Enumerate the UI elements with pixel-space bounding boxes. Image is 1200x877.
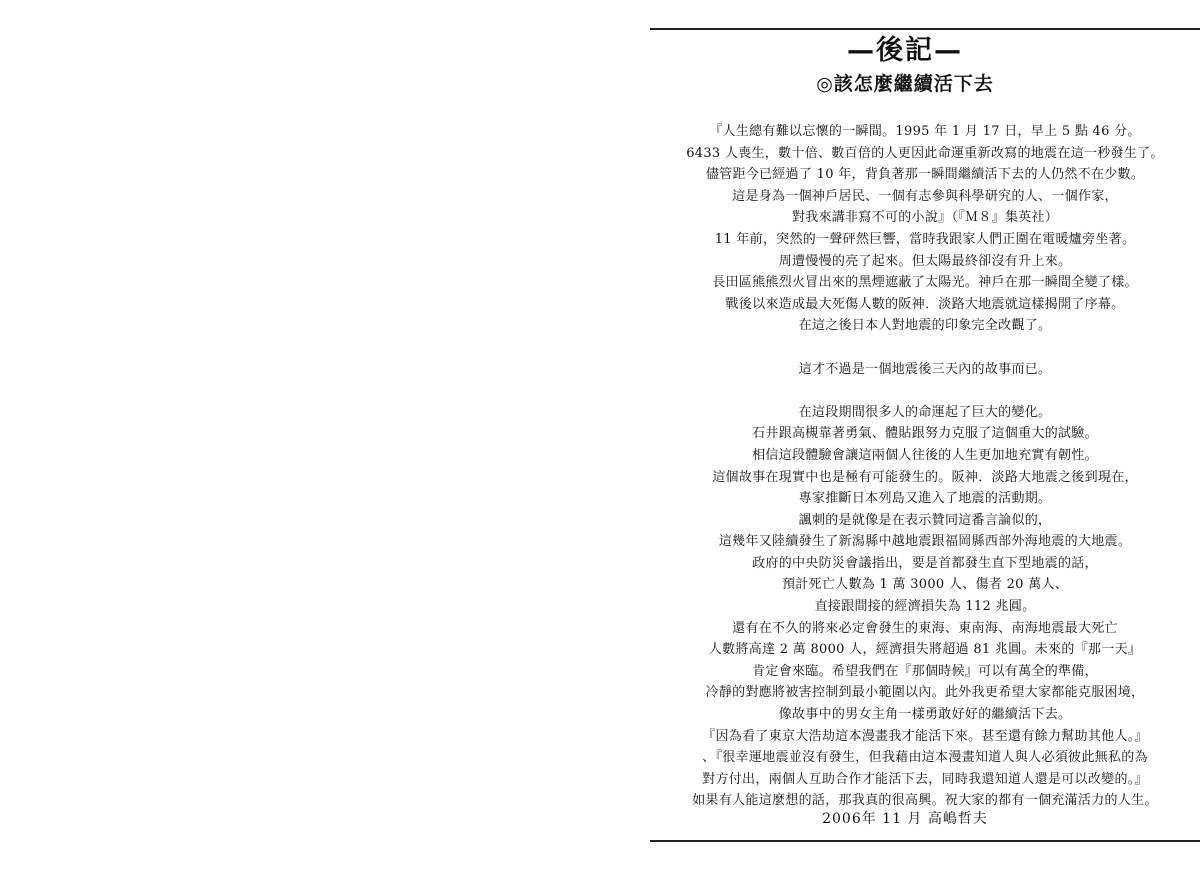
body-line: 11 年前，突然的一聲砰然巨響，當時我跟家人們正圍在電暖爐旁坐著。 bbox=[714, 231, 1136, 247]
author-signature: 2006年 11 月 高嶋哲夫 bbox=[822, 811, 988, 827]
paragraph-gap bbox=[650, 380, 1200, 402]
body-line: 這個故事在現實中也是極有可能發生的。阪神．淡路大地震之後到現在， bbox=[712, 469, 1138, 485]
body-line: 肯定會來臨。希望我們在『那個時候』可以有萬全的準備， bbox=[752, 663, 1098, 679]
body-line: 對我來講非寫不可的小說』（『Ｍ８』集英社） bbox=[791, 210, 1059, 226]
afterword-body bbox=[650, 121, 1200, 812]
body-line: 政府的中央防災會議指出，要是首都發生直下型地震的話， bbox=[752, 555, 1098, 571]
body-line: 周遭慢慢的亮了起來。但太陽最終卻沒有升上來。 bbox=[778, 253, 1072, 269]
body-line: 冷靜的對應將被害控制到最小範圍以內。此外我更希望大家都能克服困境， bbox=[705, 685, 1145, 701]
body-line: 像故事中的男女主角一樣勇敢好好的繼續活下去。 bbox=[778, 707, 1072, 723]
body-line: 『人生總有難以忘懷的一瞬間。1995 年 1 月 17 日，早上 5 點 46 分。 bbox=[709, 124, 1141, 139]
body-line: 人數將高達 2 萬 8000 人，經濟損失將超過 81 兆圓。未來的『那一天』 bbox=[708, 642, 1142, 658]
page-subtitle: ◎該怎麼繼續活下去 bbox=[816, 73, 994, 95]
body-line: 專家推斷日本列島又進入了地震的活動期。 bbox=[798, 491, 1052, 507]
body-line: 直接跟間接的經濟損失為 112 兆圓。 bbox=[814, 599, 1036, 615]
body-line: 對方付出，兩個人互助合作才能活下去，同時我還知道人還是可以改變的。』 bbox=[702, 771, 1148, 787]
bottom-rule bbox=[650, 840, 1200, 842]
body-line: 長田區熊熊烈火冒出來的黑煙遮蔽了太陽光。神戶在那一瞬間全變了樣。 bbox=[712, 275, 1138, 291]
body-line: 預計死亡人數為 1 萬 3000 人、傷者 20 萬人、 bbox=[781, 577, 1069, 593]
page-title: —後記— bbox=[847, 35, 963, 66]
body-line: 在這之後日本人對地震的印象完全改觀了。 bbox=[798, 318, 1052, 334]
body-line: 諷刺的是就像是在表示贊同這番言論似的， bbox=[798, 512, 1052, 528]
body-line: 石井跟高槻靠著勇氣、體貼跟努力克服了這個重大的試驗。 bbox=[752, 426, 1098, 442]
paragraph-gap bbox=[650, 337, 1200, 359]
body-line: 在這段期間很多人的命運起了巨大的變化。 bbox=[798, 404, 1052, 420]
body-line: 如果有人能這麼想的話，那我真的很高興。祝大家的都有一個充滿活力的人生。 bbox=[692, 793, 1158, 809]
body-line: 這幾年又陸續發生了新潟縣中越地震跟福岡縣西部外海地震的大地震。 bbox=[718, 534, 1132, 550]
body-line: 這是身為一個神戶居民、一個有志參與科學研究的人、一個作家， bbox=[732, 188, 1118, 204]
body-line: 還有在不久的將來必定會發生的東海、東南海、南海地震最大死亡 bbox=[732, 620, 1118, 636]
body-line: 戰後以來造成最大死傷人數的阪神．淡路大地震就這樣揭開了序幕。 bbox=[725, 296, 1125, 312]
body-line: 儘管距今已經過了 10 年，背負著那一瞬間繼續活下去的人仍然不在少數。 bbox=[705, 167, 1145, 183]
top-rule bbox=[650, 28, 1200, 30]
body-line: 相信這段體驗會讓這兩個人往後的人生更加地充實有韌性。 bbox=[752, 447, 1098, 463]
body-line: 『因為看了東京大浩劫這本漫畫我才能活下來。甚至還有餘力幫助其他人。』 bbox=[702, 728, 1148, 744]
body-line: 這才不過是一個地震後三天內的故事而已。 bbox=[798, 361, 1052, 377]
afterword-page bbox=[610, 0, 1200, 877]
body-line: 、『很幸運地震並沒有發生，但我藉由這本漫畫知道人與人必須彼此無私的為 bbox=[702, 750, 1148, 766]
body-line: 6433 人喪生，數十倍、數百倍的人更因此命運重新改寫的地震在這一秒發生了。 bbox=[686, 145, 1164, 161]
